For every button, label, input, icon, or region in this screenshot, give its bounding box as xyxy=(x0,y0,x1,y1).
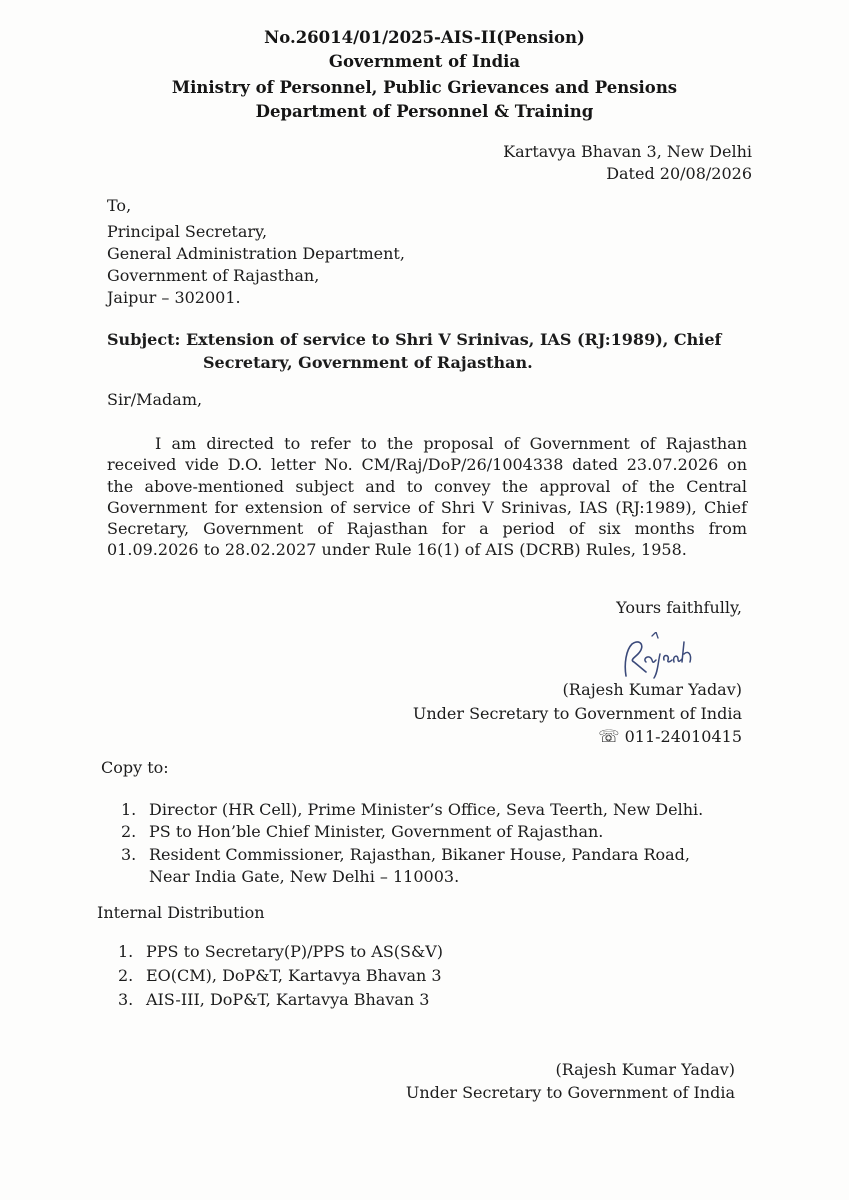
to-label: To, xyxy=(107,196,132,215)
addressee-line: Principal Secretary, xyxy=(107,222,268,241)
list-number: 2. xyxy=(118,966,134,985)
signatory-name: (Rajesh Kumar Yadav) xyxy=(562,680,742,699)
body-text: I am directed to refer to the proposal of Government of Rajasthan received vide D.O. letter No. CM/Raj/DoP/26/1004338 dated 23.07.2026 on the above-mentioned subject and to convey the approval of the Central Government for extension of service of Shri V Srinivas, IAS (RJ:1989), Chief Secretary, Government of Rajasthan for a period of six months from 01.09.2026 to 28.02.2027 under Rule 16(1) of AIS (DCRB) Rules, 1958. xyxy=(107,434,747,560)
addressee-line: General Administration Department, xyxy=(107,244,405,263)
place: Kartavya Bhavan 3, New Delhi xyxy=(503,142,752,161)
addressee-line: Jaipur – 302001. xyxy=(107,288,241,307)
phone-icon: ☏ xyxy=(598,727,620,747)
list-number: 2. xyxy=(121,822,137,841)
copy-to-heading: Copy to: xyxy=(101,758,169,777)
date: Dated 20/08/2026 xyxy=(606,164,752,183)
internal-item xyxy=(118,942,443,961)
copy-to-item xyxy=(121,800,703,819)
list-text: Director (HR Cell), Prime Minister’s Office, Seva Teerth, New Delhi. xyxy=(149,800,704,819)
footer-signatory-designation: Under Secretary to Government of India xyxy=(405,1083,735,1102)
copy-to-item-continuation: Near India Gate, New Delhi – 110003. xyxy=(149,867,460,886)
list-text: EO(CM), DoP&T, Kartavya Bhavan 3 xyxy=(146,966,442,985)
signatory-designation: Under Secretary to Government of India xyxy=(412,704,742,723)
list-number: 1. xyxy=(118,942,134,961)
copy-to-item xyxy=(121,822,603,841)
list-text: PPS to Secretary(P)/PPS to AS(S&V) xyxy=(146,942,444,961)
footer-signatory-name: (Rajesh Kumar Yadav) xyxy=(555,1060,735,1079)
copy-to-item xyxy=(121,845,690,864)
closing: Yours faithfully, xyxy=(616,598,742,617)
department-heading: Department of Personnel & Training xyxy=(255,102,594,121)
internal-item xyxy=(118,990,429,1009)
list-text: AIS-III, DoP&T, Kartavya Bhavan 3 xyxy=(146,990,430,1009)
body-paragraph xyxy=(107,433,747,561)
list-number: 3. xyxy=(121,845,137,864)
list-text: Resident Commissioner, Rajasthan, Bikaner House, Pandara Road, xyxy=(149,845,690,864)
internal-item xyxy=(118,966,442,985)
salutation: Sir/Madam, xyxy=(107,390,203,409)
list-text: PS to Hon’ble Chief Minister, Government of Rajasthan. xyxy=(149,822,604,841)
subject-text: Extension of service to Shri V Srinivas, IAS (RJ:1989), Chief xyxy=(185,330,722,349)
signatory-phone-line xyxy=(598,727,742,747)
subject-line-2: Secretary, Government of Rajasthan. xyxy=(203,353,533,372)
government-heading: Government of India xyxy=(328,52,521,71)
phone-number: 011-24010415 xyxy=(624,727,742,746)
subject-line-1 xyxy=(107,330,721,349)
internal-distribution-heading: Internal Distribution xyxy=(97,903,265,922)
subject-label: Subject: xyxy=(107,330,181,349)
ministry-heading: Ministry of Personnel, Public Grievances and Pensions xyxy=(171,78,678,97)
file-number: No.26014/01/2025-AIS-II(Pension) xyxy=(264,28,585,47)
list-number: 1. xyxy=(121,800,137,819)
list-number: 3. xyxy=(118,990,134,1009)
addressee-line: Government of Rajasthan, xyxy=(107,266,320,285)
handwritten-signature xyxy=(612,632,702,684)
